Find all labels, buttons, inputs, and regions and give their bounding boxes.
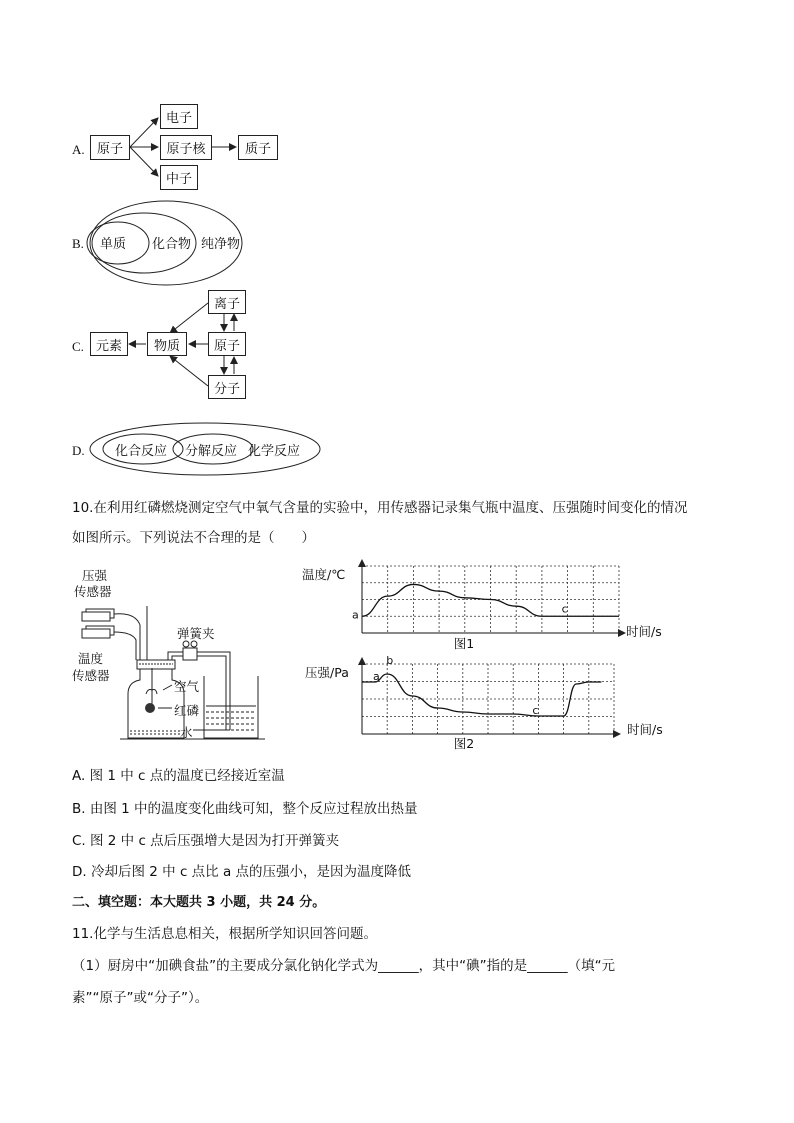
temp-sensor-label-2: 传感器 (72, 668, 110, 683)
q10-option-c: C. 图 2 中 c 点后压强增大是因为打开弹簧夹 (72, 833, 340, 849)
chemical-reaction-label: 化学反应 (248, 444, 301, 459)
chart2-title: 图2 (453, 736, 475, 751)
temp-sensor-label-1: 温度 (78, 651, 104, 666)
element-box: 元素 (90, 332, 128, 356)
chart2-x-axis-label: 时间/s (627, 722, 663, 737)
nucleus-box: 原子核 (160, 135, 212, 160)
option-a-letter: A. (72, 142, 85, 157)
q10-option-d: D. 冷却后图 2 中 c 点比 a 点的压强小，是因为温度降低 (72, 864, 412, 880)
q10-stem-line2: 如图所示。下列说法不合理的是（ ） (72, 530, 315, 546)
chart1-y-axis-label: 温度/℃ (302, 567, 346, 582)
q10-option-b: B. 由图 1 中的温度变化曲线可知，整个反应过程放出热量 (72, 801, 418, 817)
decomposition-label: 分解反应 (185, 444, 238, 459)
red-phosphorus-label: 红磷 (174, 703, 200, 718)
chart2-point-label-b: b (386, 654, 394, 667)
q11-part1-line2: 素”“原子”或“分子”）。 (72, 990, 209, 1006)
substance-box: 物质 (147, 332, 187, 356)
atom-box-c: 原子 (208, 332, 246, 356)
q10-option-a: A. 图 1 中 c 点的温度已经接近室温 (72, 768, 285, 784)
chart2-y-axis-label: 压强/Pa (305, 665, 349, 680)
spring-clip-label: 弹簧夹 (177, 626, 215, 641)
chart1-point-label-a: a (352, 608, 359, 622)
chart2-point-label-a: a (373, 670, 380, 683)
water-label: 水 (180, 725, 193, 740)
q11-stem: 11.化学与生活息息相关，根据所学知识回答问题。 (72, 926, 377, 942)
compound-label: 化合物 (152, 237, 192, 252)
combination-label: 化合反应 (115, 444, 168, 459)
neutron-box: 中子 (160, 165, 198, 190)
q10-stem-line1: 10.在利用红磷燃烧测定空气中氧气含量的实验中，用传感器记录集气瓶中温度、压强随时间变化的情况 (72, 500, 688, 516)
molecule-box: 分子 (208, 375, 246, 399)
pressure-sensor-label-1: 压强 (82, 568, 108, 583)
chart2-point-label-c: c (532, 704, 539, 717)
option-d-letter: D. (72, 443, 85, 458)
electron-box: 电子 (160, 104, 198, 129)
option-b-letter: B. (72, 236, 84, 251)
proton-box: 质子 (238, 135, 278, 160)
section-heading: 二、填空题：本大题共 3 小题，共 24 分。 (72, 895, 326, 910)
ion-box: 离子 (208, 290, 246, 314)
option-c-letter: C. (72, 339, 84, 354)
chart1-title: 图1 (453, 636, 475, 651)
pure-substance-label: 纯净物 (201, 237, 241, 252)
chart2-series-line (362, 674, 601, 716)
simple-substance-label: 单质 (100, 237, 127, 252)
pressure-sensor-label-2: 传感器 (74, 584, 112, 599)
atom-box: 原子 (90, 135, 130, 160)
chart1-point-label-c: c (561, 602, 568, 616)
air-label: 空气 (174, 679, 200, 694)
chart1-x-axis-label: 时间/s (626, 624, 662, 639)
q11-part1-line1: （1）厨房中“加碘食盐”的主要成分氯化钠化学式为______，其中“碘”指的是______（填“元 (72, 958, 616, 974)
